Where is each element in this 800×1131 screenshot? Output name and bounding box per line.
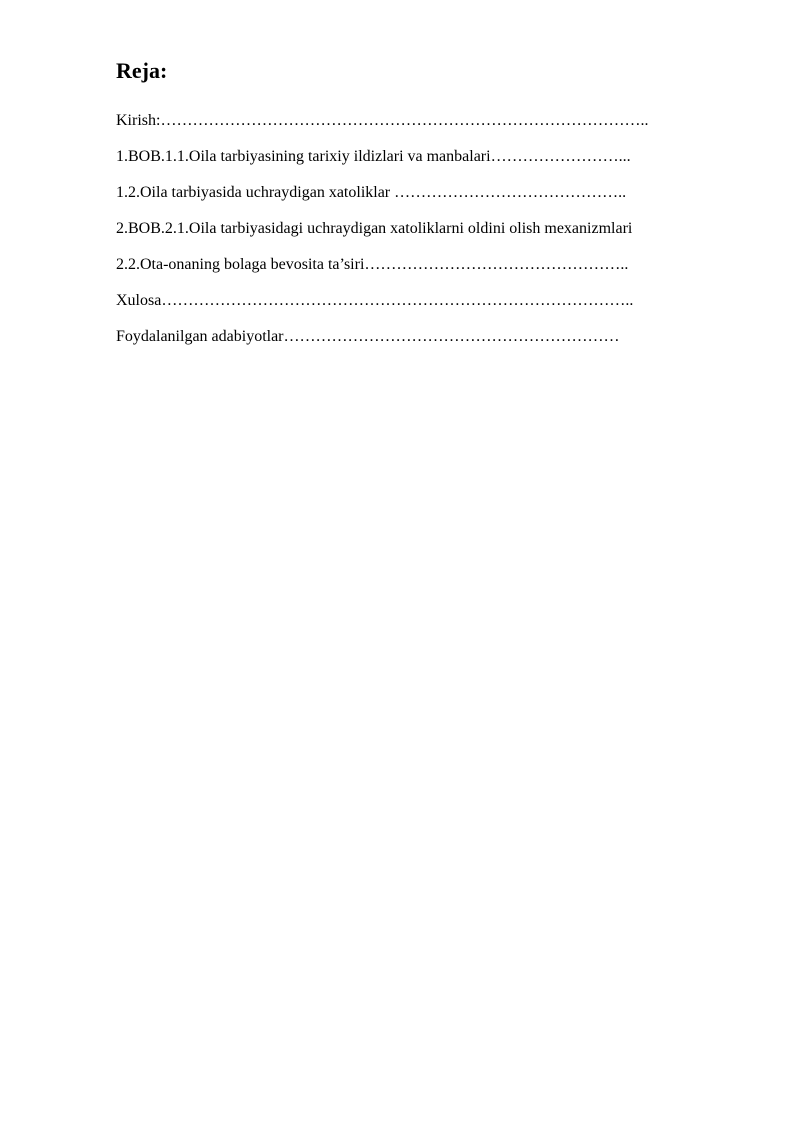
toc-item-chapter-1-1: 1.BOB.1.1.Oila tarbiyasining tarixiy ildizlari va manbalari……………………... <box>116 148 631 165</box>
toc-item-chapter-2-2: 2.2.Ota-onaning bolaga bevosita ta’siri………………………………………….. <box>116 256 629 273</box>
toc-item-conclusion: Xulosa…………………………………………………………………………….. <box>116 292 634 309</box>
table-of-contents <box>116 109 736 361</box>
page-title: Reja: <box>116 58 168 83</box>
toc-item-chapter-1-2: 1.2.Oila tarbiyasida uchraydigan xatoliklar …………………………………….. <box>116 184 627 201</box>
toc-item-references: Foydalanilgan adabiyotlar……………………………………………………… <box>116 328 620 345</box>
toc-item-chapter-2-1: 2.BOB.2.1.Oila tarbiyasidagi uchraydigan xatoliklarni oldini olish mexanizmlari <box>116 220 633 237</box>
toc-item-introduction: Kirish:……………………………………………………………………………….. <box>116 112 649 129</box>
